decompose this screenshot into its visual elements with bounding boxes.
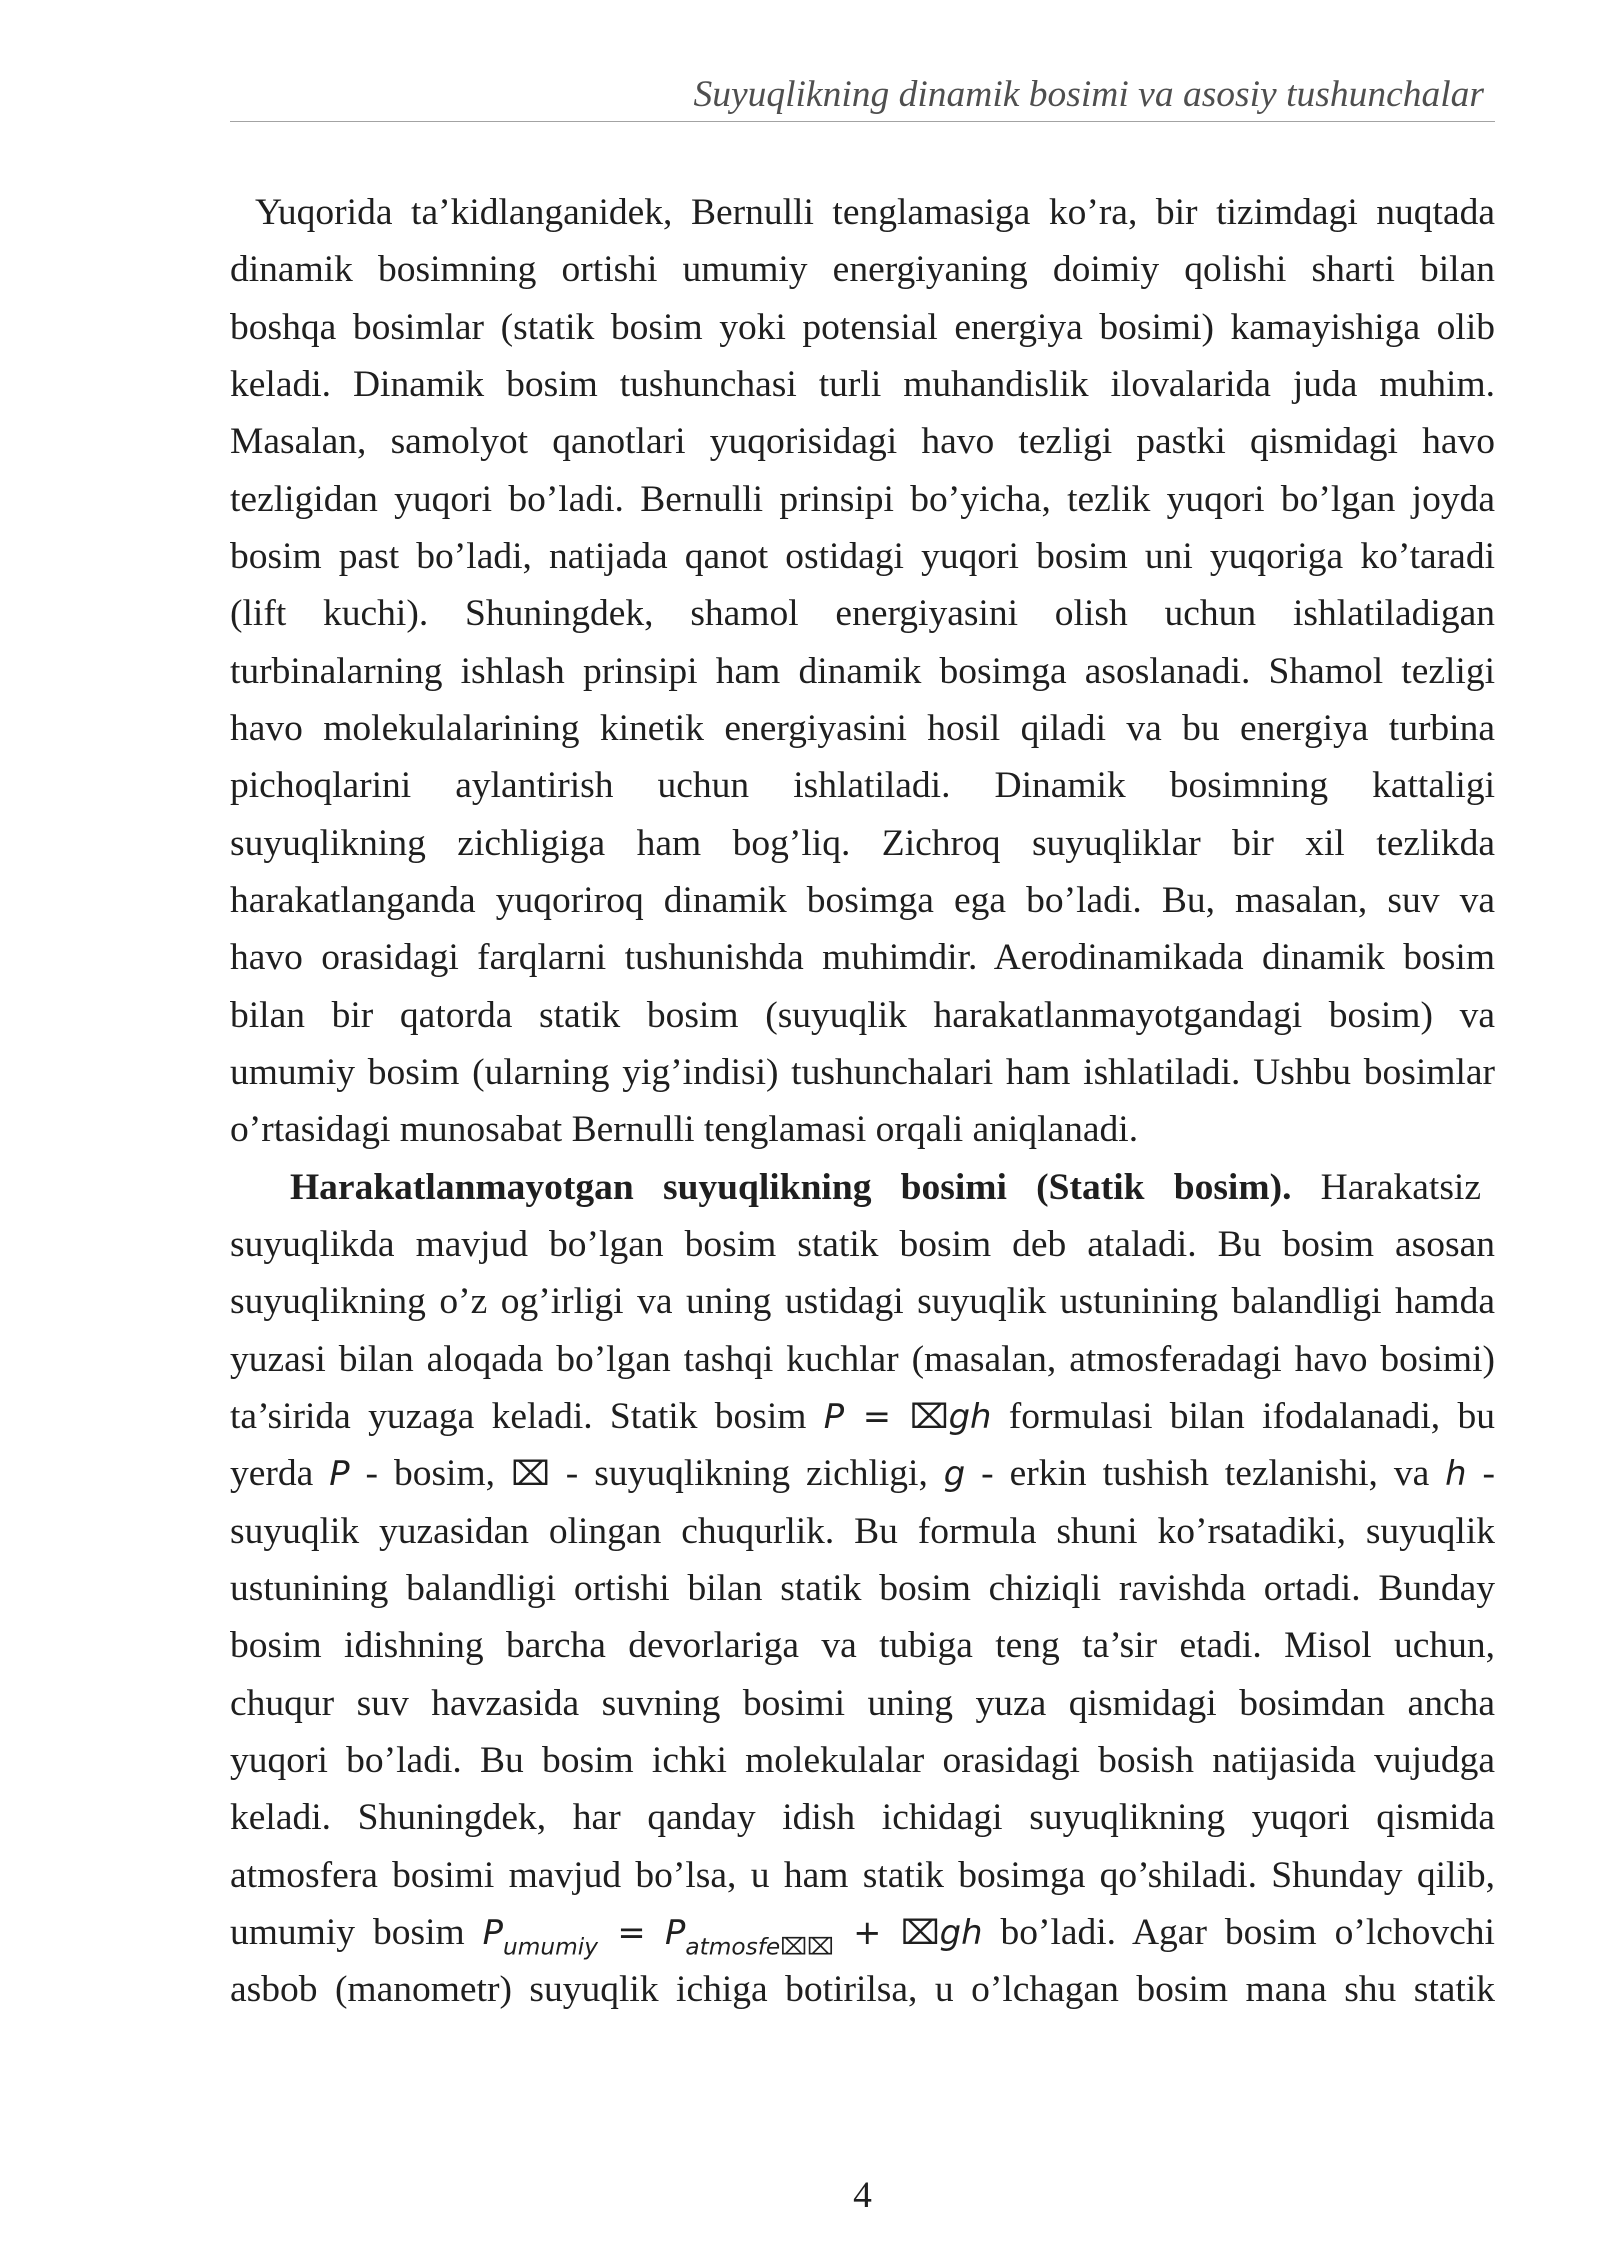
text-line [230,1159,1495,1216]
math-subscript: atmosfe⌧⌧ [685,1933,834,1961]
math-expression: g [943,1454,966,1494]
text-run: asbob (manometr) suyuqlik ichiga botirilsa, u o’lchagan bosim mana shu statik [230,1969,1495,2011]
text-run: Masalan, samolyot qanotlari yuqorisidagi havo tezligi pastki qismidagi havo [230,421,1495,463]
running-header-title: Suyuqlikning dinamik bosimi va asosiy tushunchalar [693,74,1484,115]
text-run: umumiy bosim [230,1911,483,1953]
text-run: o’rtasidagi munosabat Bernulli tenglamasi orqali aniqlanadi. [230,1109,1139,1151]
page-number: 4 [853,2175,872,2216]
text-line [230,184,1495,241]
text-line [230,872,1495,929]
text-run: tezligidan yuqori bo’ladi. Bernulli prinsipi bo’yicha, tezlik yuqori bo’lgan joyda [230,478,1495,520]
header-divider [230,121,1495,122]
text-line [230,413,1495,470]
text-run: pichoqlarini aylantirish uchun ishlatiladi. Dinamik bosimning kattaligi [230,765,1495,807]
text-line [230,1904,1495,1961]
text-line [230,643,1495,700]
text-run: - erkin tushish tezlanishi, va [965,1453,1446,1495]
text-line [230,299,1495,356]
text-run: Harakatsiz [1291,1166,1481,1208]
paragraph [230,1159,1495,2019]
text-line [230,1216,1495,1273]
text-run: bosim idishning barcha devorlariga va tubiga teng ta’sir etadi. Misol uchun, [230,1625,1495,1667]
text-line [230,528,1495,585]
text-run: formulasi bilan ifodalanadi, bu [991,1395,1495,1437]
text-run: - [1466,1453,1495,1495]
text-run: - suyuqlikning zichligi, [549,1453,944,1495]
text-run: chuqur suv havzasida suvning bosimi uning yuza qismidagi bosimdan ancha [230,1682,1495,1724]
text-run: havo molekulalarining kinetik energiyasini hosil qiladi va bu energiya turbina [230,707,1495,749]
section-heading: Harakatlanmayotgan suyuqlikning bosimi (Statik bosim). [290,1166,1292,1208]
text-run: bilan bir qatorda statik bosim (suyuqlik harakatlanmayotgandagi bosim) va [230,994,1495,1036]
text-line [230,1331,1495,1388]
text-line [230,1961,1495,2018]
text-run: suyuqlikning o’z og’irligi va uning ustidagi suyuqlik ustunining balandligi hamda [230,1281,1495,1323]
text-run: (lift kuchi). Shuningdek, shamol energiyasini olish uchun ishlatiladigan [230,593,1495,635]
text-line [230,1789,1495,1846]
text-run: havo orasidagi farqlarni tushunishda muhimdir. Aerodinamikada dinamik bosim [230,937,1495,979]
text-run: dinamik bosimning ortishi umumiy energiyaning doimiy qolishi sharti bilan [230,249,1495,291]
text-line [230,356,1495,413]
text-run: suyuqlikning zichligiga ham bog’liq. Zichroq suyuqliklar bir xil tezlikda [230,822,1495,864]
text-run: Yuqorida ta’kidlanganidek, Bernulli tenglamasiga ko’ra, bir tizimdagi nuqtada [255,192,1495,233]
text-line [230,987,1495,1044]
text-line [230,700,1495,757]
text-line [230,1847,1495,1904]
text-line [230,1445,1495,1502]
text-line [230,1044,1495,1101]
paragraph [230,184,1495,1159]
text-line [230,241,1495,298]
text-run: ta’sirida yuzaga keladi. Statik bosim [230,1395,824,1437]
text-run: yuqori bo’ladi. Bu bosim ichki molekulalar orasidagi bosish natijasida vujudga [230,1739,1495,1781]
text-run: umumiy bosim (ularning yig’indisi) tushunchalari ham ishlatiladi. Ushbu bosimlar [230,1051,1495,1093]
text-line [230,1732,1495,1789]
text-line [230,1617,1495,1674]
text-line [230,585,1495,642]
body-text [230,184,1495,2019]
text-run: atmosfera bosimi mavjud bo’lsa, u ham statik bosimga qo’shiladi. Shunday qilib, [230,1854,1495,1896]
text-run: yuzasi bilan aloqada bo’lgan tashqi kuchlar (masalan, atmosferadagi havo bosimi) [230,1338,1495,1380]
text-line [230,1503,1495,1560]
text-run: ustunining balandligi ortishi bilan statik bosim chiziqli ravishda ortadi. Bunday [230,1567,1495,1609]
text-line [230,1388,1495,1445]
math-expression: P [329,1454,350,1494]
math-expression: P = ⌧gh [823,1396,992,1436]
text-run: harakatlanganda yuqoriroq dinamik bosimga ega bo’ladi. Bu, masalan, suv va [230,879,1495,921]
text-run: keladi. Shuningdek, har qanday idish ichidagi suyuqlikning yuqori qismida [230,1797,1495,1839]
text-line [230,1675,1495,1732]
math-expression: = [598,1912,665,1952]
text-line [230,1273,1495,1330]
text-run: yerda [230,1453,330,1495]
text-run: turbinalarning ishlash prinsipi ham dinamik bosimga asoslanadi. Shamol tezligi [230,650,1495,692]
text-run: bo’ladi. Agar bosim o’lchovchi [982,1911,1495,1953]
math-expression: P [665,1912,686,1952]
text-run: - bosim, [349,1453,511,1495]
math-expression: ⌧ [510,1454,550,1494]
math-expression: + ⌧gh [833,1912,983,1952]
math-expression: P [482,1912,504,1952]
text-line [230,1101,1495,1158]
text-run: boshqa bosimlar (statik bosim yoki potensial energiya bosimi) kamayishiga olib [230,306,1495,348]
text-line [230,471,1495,528]
text-run: bosim past bo’ladi, natijada qanot ostidagi yuqori bosim uni yuqoriga ko’taradi [230,535,1495,577]
text-line [230,757,1495,814]
text-line [230,929,1495,986]
math-subscript: umumiy [503,1933,599,1961]
text-run: suyuqlik yuzasidan olingan chuqurlik. Bu formula shuni ko’rsatadiki, suyuqlik [230,1510,1495,1552]
text-run: keladi. Dinamik bosim tushunchasi turli muhandislik ilovalarida juda muhim. [230,363,1495,405]
text-run: suyuqlikda mavjud bo’lgan bosim statik bosim deb ataladi. Bu bosim asosan [230,1223,1495,1265]
math-expression: h [1445,1454,1467,1494]
text-line [230,1560,1495,1617]
text-line [230,815,1495,872]
